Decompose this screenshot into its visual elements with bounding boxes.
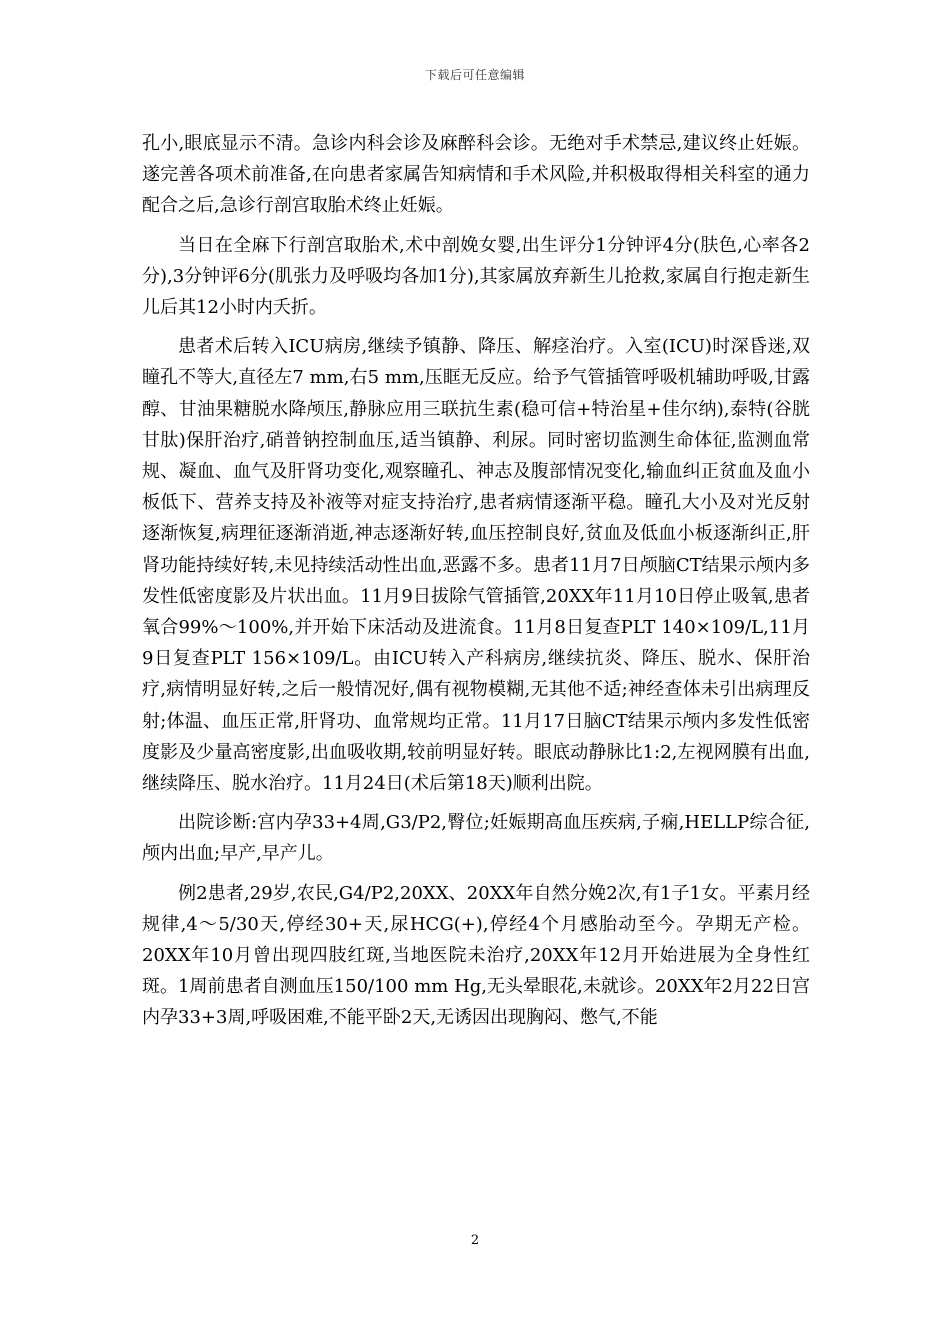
paragraph-case-2: 例2患者,29岁,农民,G4/P2,20XX、20XX年自然分娩2次,有1子1女。平素月经规律,4～5/30天,停经30+天,尿HCG(+),停经4个月感胎动至今。孕期无产检。20XX年10月曾出现四肢红斑,当地医院未治疗,20XX年12月开始进展为全身性红斑。1周前患者自测血压150/100 mm Hg,无头晕眼花,未就诊。20XX年2月22日宫内孕33+3周,呼吸困难,不能平卧2天,无诱因出现胸闷、憋气,不能	[142, 882, 810, 1029]
paragraph-discharge-diagnosis: 出院诊断:宫内孕33+4周,G3/P2,臀位;妊娠期高血压疾病,子痫,HELLP综合征,颅内出血;早产,早产儿。	[142, 812, 810, 865]
paragraph-surgery: 当日在全麻下行剖宫取胎术,术中剖娩女婴,出生评分1分钟评4分(肤色,心率各2分),3分钟评6分(肌张力及呼吸均各加1分),其家属放弃新生儿抢救,家属自行抱走新生儿后其12小时内夭折。	[142, 234, 810, 319]
paragraph-icu-treatment: 患者术后转入ICU病房,继续予镇静、降压、解痉治疗。入室(ICU)时深昏迷,双瞳孔不等大,直径左7 mm,右5 mm,压眶无反应。给予气管插管呼吸机辅助呼吸,甘露醇、甘油果糖脱水降颅压,静脉应用三联抗生素(稳可信+特治星+佳尔纳),泰特(谷胱甘肽)保肝治疗,硝普钠控制血压,适当镇静、利尿。同时密切监测生命体征,监测血常规、凝血、血气及肝肾功变化,观察瞳孔、神志及腹部情况变化,输血纠正贫血及血小板低下、营养支持及补液等对症支持治疗,患者病情逐渐平稳。瞳孔大小及对光反射逐渐恢复,病理征逐渐消逝,神志逐渐好转,血压控制良好,贫血及低血小板逐渐纠正,肝肾功能持续好转,未见持续活动性出血,恶露不多。患者11月7日颅脑CT结果示颅内多发性低密度影及片状出血。11月9日拔除气管插管,20XX年11月10日停止吸氧,患者氧合99%～100%,并开始下床活动及进流食。11月8日复查PLT 140×109/L,11月9日复查PLT 156×109/L。由ICU转入产科病房,继续抗炎、降压、脱水、保肝治疗,病情明显好转,之后一般情况好,偶有视物模糊,无其他不适;神经查体未引出病理反射;体温、血压正常,肝肾功、血常规均正常。11月17日脑CT结果示颅内多发性低密度影及少量高密度影,出血吸收期,较前明显好转。眼底动静脉比1:2,左视网膜有出血,继续降压、脱水治疗。11月24日(术后第18天)顺利出院。	[142, 336, 810, 795]
document-body	[142, 128, 810, 1042]
paragraph-continued: 孔小,眼底显示不清。急诊内科会诊及麻醉科会诊。无绝对手术禁忌,建议终止妊娠。遂完善各项术前准备,在向患者家属告知病情和手术风险,并积极取得相关科室的通力配合之后,急诊行剖宫取胎术终止妊娠。	[142, 133, 810, 217]
page-header-note: 下载后可任意编辑	[424, 68, 525, 82]
page-number: 2	[470, 1233, 480, 1248]
